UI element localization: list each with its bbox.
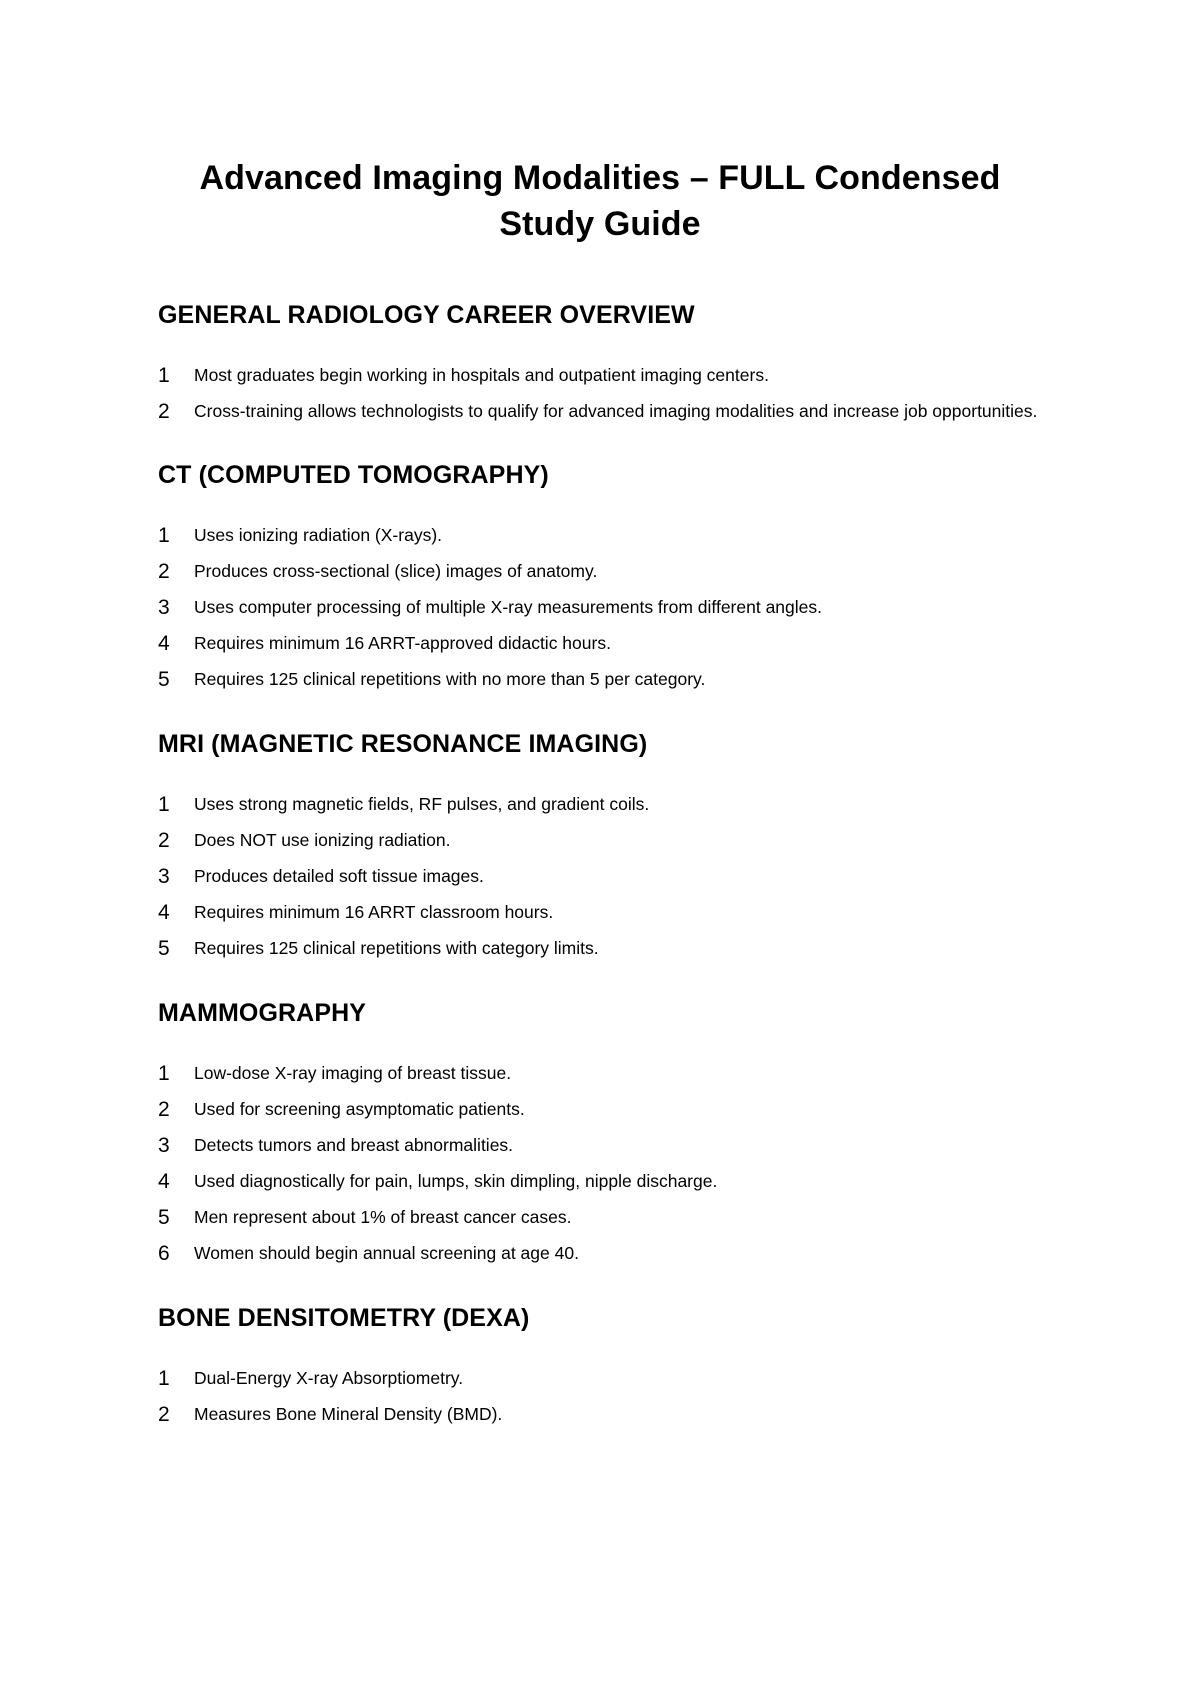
item-number: 5 — [158, 1206, 170, 1229]
list-item — [158, 1367, 1058, 1389]
item-text: Men represent about 1% of breast cancer cases. — [194, 1207, 572, 1227]
item-number: 1 — [158, 793, 170, 816]
section-heading: MRI (MAGNETIC RESONANCE IMAGING) — [158, 730, 648, 758]
section-list — [158, 364, 1058, 422]
section-career-overview — [158, 300, 1058, 422]
item-number: 2 — [158, 1098, 170, 1121]
item-text: Measures Bone Mineral Density (BMD). — [194, 1404, 503, 1424]
list-item — [158, 1134, 1058, 1156]
item-text: Dual-Energy X-ray Absorptiometry. — [194, 1368, 464, 1388]
section-mri — [158, 729, 1058, 959]
item-text: Cross-training allows technologists to qualify for advanced imaging modalities and increase job opportunities. — [194, 401, 1038, 421]
list-item — [158, 829, 1058, 851]
list-item — [158, 901, 1058, 923]
section-mammography — [158, 998, 1058, 1264]
list-item — [158, 793, 1058, 815]
item-number: 6 — [158, 1242, 170, 1265]
item-text: Low-dose X-ray imaging of breast tissue. — [194, 1063, 512, 1083]
list-item — [158, 668, 1058, 690]
list-item — [158, 937, 1058, 959]
list-item — [158, 1206, 1058, 1228]
section-heading: GENERAL RADIOLOGY CAREER OVERVIEW — [158, 301, 695, 329]
list-item — [158, 364, 1058, 386]
section-ct — [158, 460, 1058, 690]
list-item — [158, 524, 1058, 546]
item-text: Requires 125 clinical repetitions with no more than 5 per category. — [194, 669, 706, 689]
item-number: 1 — [158, 524, 170, 547]
item-number: 5 — [158, 668, 170, 691]
item-number: 2 — [158, 400, 170, 423]
section-list — [158, 524, 1058, 690]
section-heading: BONE DENSITOMETRY (DEXA) — [158, 1304, 530, 1332]
list-item — [158, 1062, 1058, 1084]
section-dexa — [158, 1303, 1058, 1425]
section-list — [158, 1367, 1058, 1425]
section-list — [158, 1062, 1058, 1264]
item-text: Used for screening asymptomatic patients. — [194, 1099, 525, 1119]
item-number: 3 — [158, 596, 170, 619]
item-text: Uses computer processing of multiple X-ray measurements from different angles. — [194, 597, 823, 617]
list-item — [158, 1242, 1058, 1264]
item-text: Produces cross-sectional (slice) images of anatomy. — [194, 561, 598, 581]
item-number: 1 — [158, 1367, 170, 1390]
list-item — [158, 865, 1058, 887]
item-number: 3 — [158, 1134, 170, 1157]
list-item — [158, 596, 1058, 618]
item-number: 2 — [158, 829, 170, 852]
item-number: 2 — [158, 560, 170, 583]
item-number: 4 — [158, 1170, 170, 1193]
item-text: Most graduates begin working in hospitals and outpatient imaging centers. — [194, 365, 769, 385]
item-number: 2 — [158, 1403, 170, 1426]
item-text: Produces detailed soft tissue images. — [194, 866, 484, 886]
list-item — [158, 1098, 1058, 1120]
item-text: Detects tumors and breast abnormalities. — [194, 1135, 514, 1155]
item-number: 1 — [158, 1062, 170, 1085]
list-item — [158, 1170, 1058, 1192]
item-number: 5 — [158, 937, 170, 960]
document-page — [158, 155, 1058, 1425]
list-item — [158, 400, 1058, 422]
document-title: Advanced Imaging Modalities – FULL Condensed Study Guide — [199, 159, 1001, 243]
item-text: Uses ionizing radiation (X-rays). — [194, 525, 443, 545]
item-text: Women should begin annual screening at age 40. — [194, 1243, 579, 1263]
list-item — [158, 1403, 1058, 1425]
item-number: 1 — [158, 364, 170, 387]
section-heading: CT (COMPUTED TOMOGRAPHY) — [158, 461, 549, 489]
list-item — [158, 632, 1058, 654]
item-text: Does NOT use ionizing radiation. — [194, 830, 451, 850]
list-item — [158, 560, 1058, 582]
item-number: 3 — [158, 865, 170, 888]
section-list — [158, 793, 1058, 959]
item-text: Requires minimum 16 ARRT classroom hours. — [194, 902, 554, 922]
item-number: 4 — [158, 901, 170, 924]
item-text: Requires minimum 16 ARRT-approved didactic hours. — [194, 633, 611, 653]
item-text: Used diagnostically for pain, lumps, skin dimpling, nipple discharge. — [194, 1171, 718, 1191]
item-text: Requires 125 clinical repetitions with category limits. — [194, 938, 599, 958]
item-number: 4 — [158, 632, 170, 655]
section-heading: MAMMOGRAPHY — [158, 999, 367, 1027]
item-text: Uses strong magnetic fields, RF pulses, and gradient coils. — [194, 794, 650, 814]
